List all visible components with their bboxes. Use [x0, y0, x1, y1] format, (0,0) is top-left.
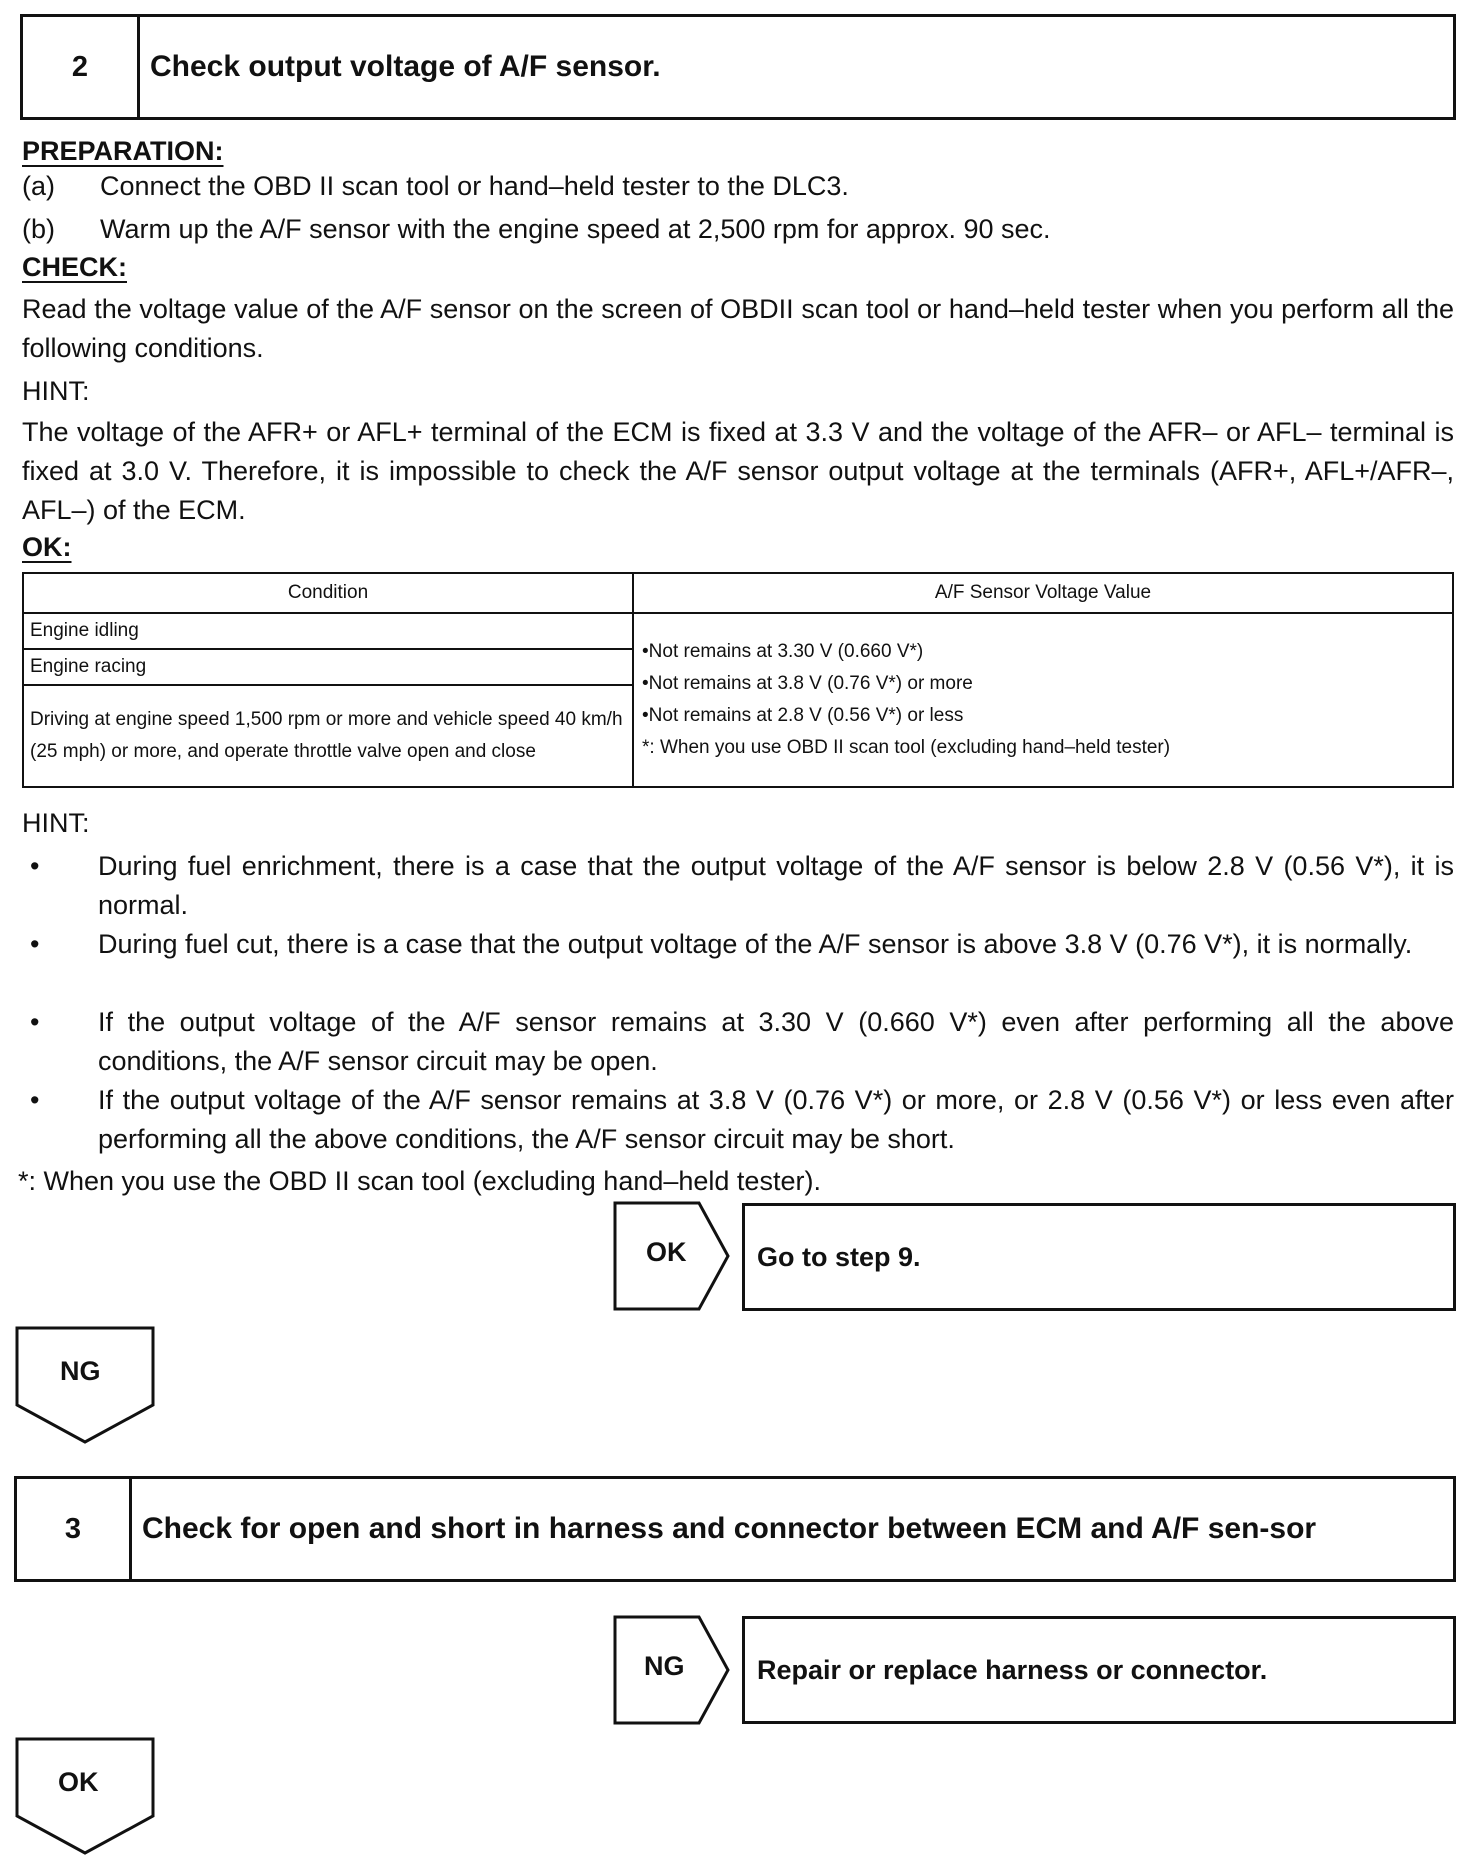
condition-cell: Engine racing	[23, 649, 633, 685]
voltage-value-line: •Not remains at 2.8 V (0.56 V*) or less	[642, 705, 964, 726]
column-header: Condition	[23, 573, 633, 613]
table-header-row	[23, 573, 1453, 613]
hint-item-text: If the output voltage of the A/F sensor remains at 3.30 V (0.660 V*) even after performing all the above conditions, the A/F sensor circuit may be open.	[98, 1007, 1454, 1076]
hint-item-text: During fuel cut, there is a case that the output voltage of the A/F sensor is above 3.8 V (0.76 V*), it is normally.	[98, 929, 1413, 959]
bullet-icon: •	[30, 929, 40, 959]
condition-cell: Driving at engine speed 1,500 rpm or more and vehicle speed 40 km/h (25 mph) or more, and operate throttle valve open and close	[23, 685, 633, 787]
preparation-item-a	[22, 171, 849, 202]
bullet-icon: •	[30, 851, 40, 881]
table-row	[23, 613, 1453, 649]
hint-list-item	[30, 847, 1454, 925]
voltage-value-line: •Not remains at 3.30 V (0.660 V*)	[642, 641, 924, 662]
check-heading: CHECK:	[22, 252, 127, 282]
step-3-header	[14, 1476, 1456, 1582]
item-label: (b)	[22, 214, 55, 244]
bullet-icon: •	[30, 1007, 40, 1037]
ok-branch-label: OK	[58, 1767, 99, 1797]
item-label: (a)	[22, 171, 55, 201]
ok-result-box: Go to step 9.	[742, 1203, 1456, 1311]
condition-cell: Engine idling	[23, 613, 633, 649]
ok-branch-label: OK	[646, 1237, 687, 1267]
hint-label: HINT:	[22, 376, 90, 406]
hint2-label: HINT:	[22, 808, 90, 838]
bullet-icon: •	[30, 1085, 40, 1115]
voltage-value-footnote: *: When you use OBD II scan tool (excluding hand–held tester)	[642, 737, 1171, 758]
hint-item-text: If the output voltage of the A/F sensor remains at 3.8 V (0.76 V*) or more, or 2.8 V (0.56 V*) or less even after performing all the above conditions, the A/F sensor circuit may be short.	[98, 1085, 1454, 1154]
step-title: Check for open and short in harness and connector between ECM and A/F sen-sor	[142, 1512, 1317, 1545]
step-number: 2	[23, 17, 140, 117]
footnote: *: When you use the OBD II scan tool (excluding hand–held tester).	[18, 1166, 821, 1196]
hint-list-item	[30, 925, 1454, 964]
hint-item-text: During fuel enrichment, there is a case that the output voltage of the A/F sensor is below 2.8 V (0.56 V*), it is normal.	[98, 851, 1454, 920]
item-text: Warm up the A/F sensor with the engine speed at 2,500 rpm for approx. 90 sec.	[100, 214, 1051, 244]
step-title: Check output voltage of A/F sensor.	[150, 50, 661, 83]
preparation-heading: PREPARATION:	[22, 136, 224, 166]
step-2-header	[20, 14, 1456, 120]
column-header: A/F Sensor Voltage Value	[633, 573, 1453, 613]
ng-result-box: Repair or replace harness or connector.	[742, 1616, 1456, 1724]
preparation-item-b	[22, 214, 1051, 245]
ok-heading: OK:	[22, 532, 72, 562]
voltage-value-line: •Not remains at 3.8 V (0.76 V*) or more	[642, 673, 973, 694]
ok-table	[22, 572, 1454, 788]
hint-list-item	[30, 1081, 1454, 1159]
hint-text: The voltage of the AFR+ or AFL+ terminal of the ECM is fixed at 3.3 V and the voltage of the AFR– or AFL– terminal is fixed at 3.0 V. Therefore, it is impossible to check the A/F sensor output voltage at the terminals (AFR+, AFL+/AFR–, AFL–) of the ECM.	[22, 417, 1454, 525]
step-number: 3	[17, 1479, 132, 1579]
hint-list-item	[30, 1003, 1454, 1081]
voltage-value-cell	[633, 613, 1453, 787]
ng-branch-label: NG	[644, 1651, 685, 1681]
ng-branch-label: NG	[60, 1356, 101, 1386]
item-text: Connect the OBD II scan tool or hand–held tester to the DLC3.	[100, 171, 849, 201]
check-text: Read the voltage value of the A/F sensor on the screen of OBDII scan tool or hand–held tester when you perform all the following conditions.	[22, 294, 1454, 363]
